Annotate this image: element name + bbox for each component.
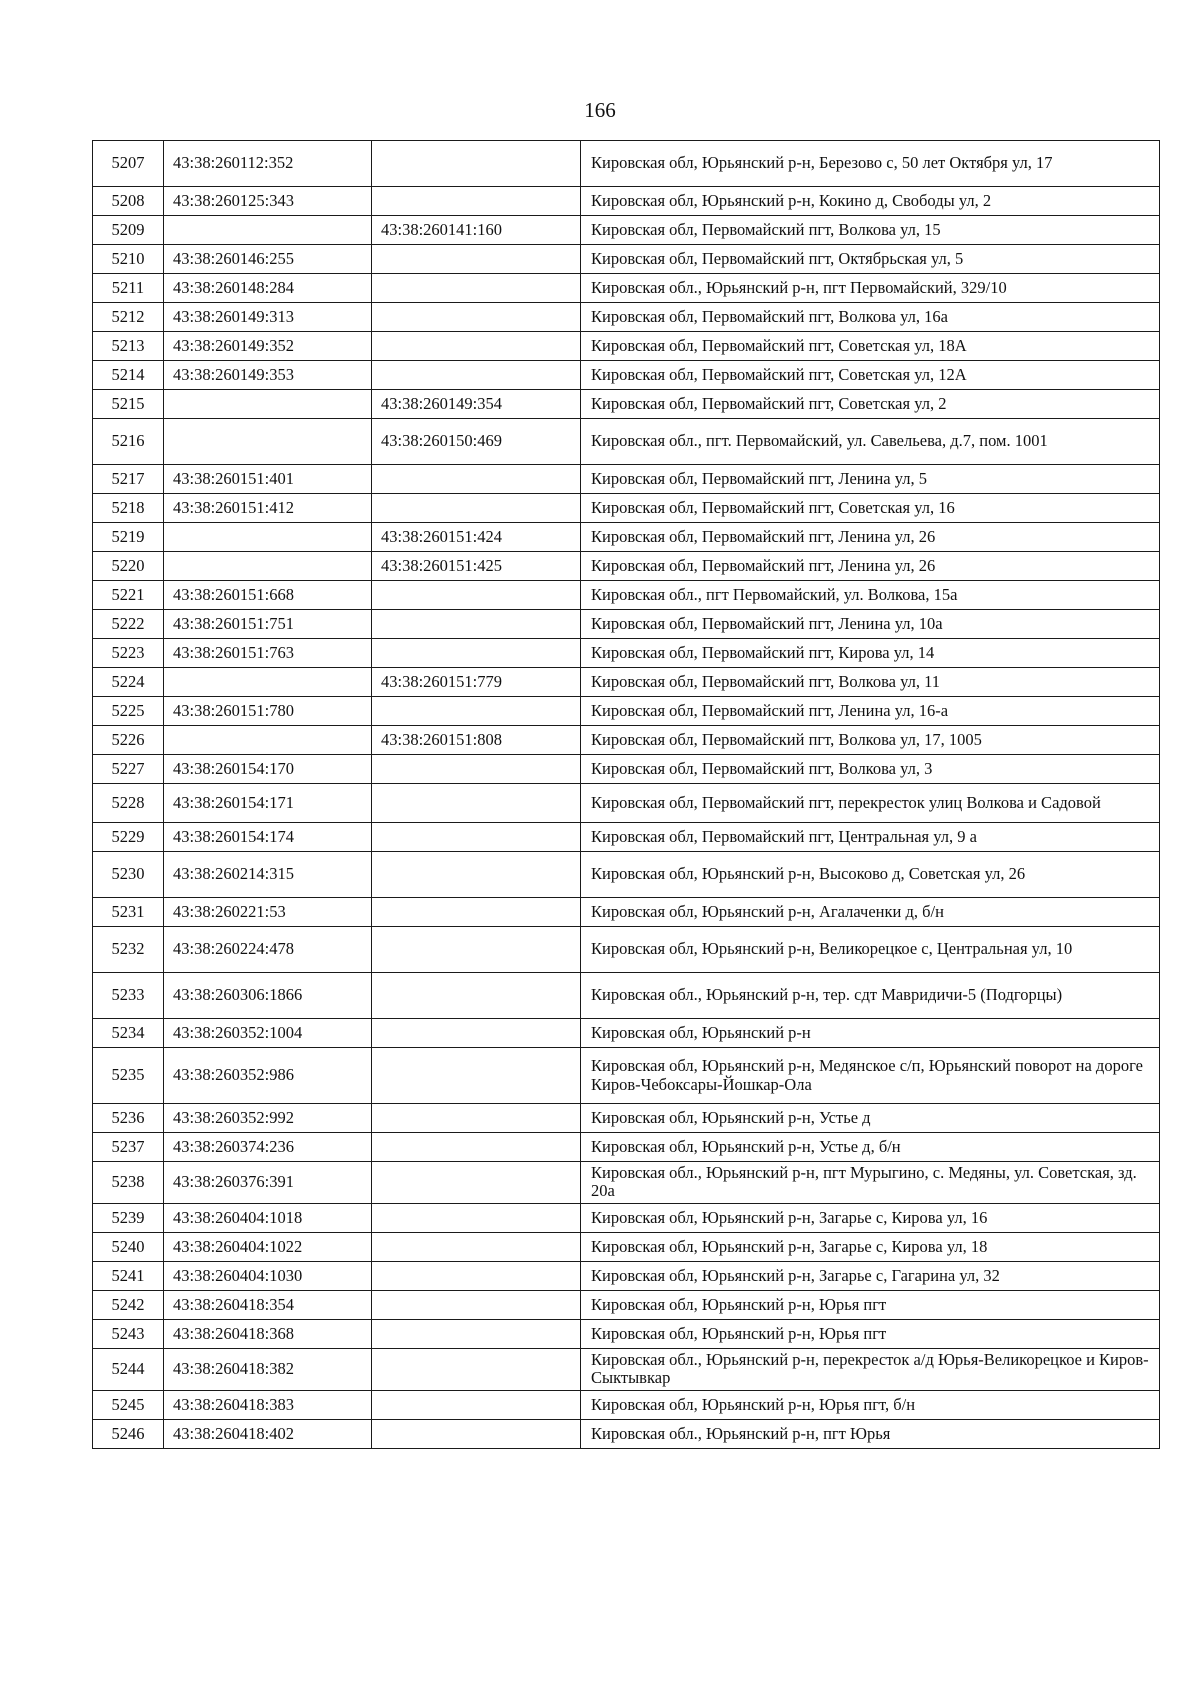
cadastral-number-cell: 43:38:260154:170 [164, 755, 372, 784]
cadastral-number-cell [164, 726, 372, 755]
alt-cadastral-number-cell [372, 1419, 581, 1448]
row-number-cell: 5221 [93, 581, 164, 610]
table-row [93, 1419, 1160, 1448]
cadastral-number-cell: 43:38:260151:780 [164, 697, 372, 726]
alt-cadastral-number-cell [372, 1104, 581, 1133]
alt-cadastral-number-cell [372, 303, 581, 332]
address-cell: Кировская обл, Первомайский пгт, Волкова ул, 17, 1005 [581, 726, 1160, 755]
address-cell: Кировская обл, Первомайский пгт, Ленина ул, 16-а [581, 697, 1160, 726]
address-cell: Кировская обл, Юрьянский р-н [581, 1019, 1160, 1048]
row-number-cell: 5236 [93, 1104, 164, 1133]
address-cell: Кировская обл, Первомайский пгт, Советская ул, 16 [581, 494, 1160, 523]
alt-cadastral-number-cell: 43:38:260141:160 [372, 216, 581, 245]
alt-cadastral-number-cell: 43:38:260151:808 [372, 726, 581, 755]
address-cell: Кировская обл, Юрьянский р-н, Медянское с/п, Юрьянский поворот на дороге Киров-Чебоксары-Йошкар-Ола [581, 1048, 1160, 1104]
row-number-cell: 5244 [93, 1348, 164, 1390]
cadastral-number-cell: 43:38:260376:391 [164, 1162, 372, 1204]
alt-cadastral-number-cell [372, 332, 581, 361]
row-number-cell: 5241 [93, 1261, 164, 1290]
address-cell: Кировская обл, Первомайский пгт, Волкова ул, 3 [581, 755, 1160, 784]
row-number-cell: 5242 [93, 1290, 164, 1319]
table-row [93, 755, 1160, 784]
cadastral-number-cell: 43:38:260306:1866 [164, 973, 372, 1019]
alt-cadastral-number-cell [372, 1203, 581, 1232]
table-row [93, 1390, 1160, 1419]
address-cell: Кировская обл, Юрьянский р-н, Великорецкое с, Центральная ул, 10 [581, 927, 1160, 973]
row-number-cell: 5213 [93, 332, 164, 361]
table-row [93, 1104, 1160, 1133]
alt-cadastral-number-cell: 43:38:260150:469 [372, 419, 581, 465]
row-number-cell: 5239 [93, 1203, 164, 1232]
table-row [93, 187, 1160, 216]
address-cell: Кировская обл, Юрьянский р-н, Устье д, б/н [581, 1133, 1160, 1162]
row-number-cell: 5209 [93, 216, 164, 245]
address-cell: Кировская обл, Первомайский пгт, Волкова ул, 11 [581, 668, 1160, 697]
alt-cadastral-number-cell: 43:38:260149:354 [372, 390, 581, 419]
alt-cadastral-number-cell [372, 1048, 581, 1104]
cadastral-number-cell [164, 390, 372, 419]
row-number-cell: 5243 [93, 1319, 164, 1348]
table-row [93, 784, 1160, 823]
alt-cadastral-number-cell [372, 1019, 581, 1048]
table-row [93, 465, 1160, 494]
address-cell: Кировская обл, Первомайский пгт, Октябрьская ул, 5 [581, 245, 1160, 274]
alt-cadastral-number-cell: 43:38:260151:424 [372, 523, 581, 552]
row-number-cell: 5208 [93, 187, 164, 216]
alt-cadastral-number-cell [372, 639, 581, 668]
row-number-cell: 5230 [93, 852, 164, 898]
alt-cadastral-number-cell [372, 581, 581, 610]
cadastral-number-cell: 43:38:260151:763 [164, 639, 372, 668]
cadastral-number-cell: 43:38:260148:284 [164, 274, 372, 303]
address-cell: Кировская обл, Первомайский пгт, перекресток улиц Волкова и Садовой [581, 784, 1160, 823]
address-cell: Кировская обл, Юрьянский р-н, Устье д [581, 1104, 1160, 1133]
address-cell: Кировская обл., Юрьянский р-н, тер. сдт Мавридичи-5 (Подгорцы) [581, 973, 1160, 1019]
alt-cadastral-number-cell [372, 494, 581, 523]
alt-cadastral-number-cell [372, 1319, 581, 1348]
table-row [93, 1232, 1160, 1261]
address-cell: Кировская обл., Юрьянский р-н, пгт Первомайский, 329/10 [581, 274, 1160, 303]
cadastral-number-cell [164, 523, 372, 552]
table-row [93, 852, 1160, 898]
cadastral-number-cell [164, 419, 372, 465]
cadastral-number-cell: 43:38:260151:412 [164, 494, 372, 523]
cadastral-number-cell [164, 668, 372, 697]
cadastral-number-cell: 43:38:260125:343 [164, 187, 372, 216]
alt-cadastral-number-cell [372, 1348, 581, 1390]
table-row [93, 390, 1160, 419]
row-number-cell: 5229 [93, 823, 164, 852]
address-cell: Кировская обл., Юрьянский р-н, пгт Юрья [581, 1419, 1160, 1448]
cadastral-number-cell: 43:38:260418:383 [164, 1390, 372, 1419]
cadastral-number-cell: 43:38:260418:368 [164, 1319, 372, 1348]
row-number-cell: 5216 [93, 419, 164, 465]
cadastral-number-cell: 43:38:260154:174 [164, 823, 372, 852]
row-number-cell: 5233 [93, 973, 164, 1019]
table-row [93, 1048, 1160, 1104]
cadastral-number-cell: 43:38:260151:401 [164, 465, 372, 494]
address-cell: Кировская обл, Юрьянский р-н, Агалаченки д, б/н [581, 898, 1160, 927]
address-cell: Кировская обл., Юрьянский р-н, пгт Мурыгино, с. Медяны, ул. Советская, зд. 20а [581, 1162, 1160, 1204]
row-number-cell: 5232 [93, 927, 164, 973]
row-number-cell: 5246 [93, 1419, 164, 1448]
alt-cadastral-number-cell: 43:38:260151:779 [372, 668, 581, 697]
row-number-cell: 5224 [93, 668, 164, 697]
alt-cadastral-number-cell [372, 973, 581, 1019]
address-cell: Кировская обл, Первомайский пгт, Ленина ул, 5 [581, 465, 1160, 494]
address-cell: Кировская обл, Первомайский пгт, Волкова ул, 16а [581, 303, 1160, 332]
address-cell: Кировская обл, Первомайский пгт, Ленина ул, 26 [581, 523, 1160, 552]
row-number-cell: 5228 [93, 784, 164, 823]
cadastral-number-cell: 43:38:260404:1022 [164, 1232, 372, 1261]
table-row [93, 927, 1160, 973]
address-cell: Кировская обл, Юрьянский р-н, Юрья пгт, б/н [581, 1390, 1160, 1419]
alt-cadastral-number-cell [372, 1162, 581, 1204]
registry-table-body [93, 141, 1160, 1449]
table-row [93, 361, 1160, 390]
row-number-cell: 5231 [93, 898, 164, 927]
alt-cadastral-number-cell [372, 245, 581, 274]
registry-table [92, 140, 1160, 1449]
cadastral-number-cell: 43:38:260374:236 [164, 1133, 372, 1162]
row-number-cell: 5237 [93, 1133, 164, 1162]
table-row [93, 610, 1160, 639]
alt-cadastral-number-cell [372, 187, 581, 216]
cadastral-number-cell: 43:38:260404:1018 [164, 1203, 372, 1232]
row-number-cell: 5217 [93, 465, 164, 494]
table-row [93, 668, 1160, 697]
address-cell: Кировская обл, Юрьянский р-н, Загарье с, Гагарина ул, 32 [581, 1261, 1160, 1290]
table-row [93, 697, 1160, 726]
table-row [93, 419, 1160, 465]
address-cell: Кировская обл, Юрьянский р-н, Загарье с, Кирова ул, 16 [581, 1203, 1160, 1232]
row-number-cell: 5226 [93, 726, 164, 755]
alt-cadastral-number-cell [372, 1133, 581, 1162]
address-cell: Кировская обл., пгт Первомайский, ул. Волкова, 15а [581, 581, 1160, 610]
table-row [93, 1261, 1160, 1290]
address-cell: Кировская обл, Первомайский пгт, Ленина ул, 26 [581, 552, 1160, 581]
address-cell: Кировская обл, Юрьянский р-н, Кокино д, Свободы ул, 2 [581, 187, 1160, 216]
cadastral-number-cell: 43:38:260352:992 [164, 1104, 372, 1133]
alt-cadastral-number-cell [372, 361, 581, 390]
table-row [93, 581, 1160, 610]
row-number-cell: 5222 [93, 610, 164, 639]
cadastral-number-cell: 43:38:260149:352 [164, 332, 372, 361]
cadastral-number-cell: 43:38:260112:352 [164, 141, 372, 187]
cadastral-number-cell: 43:38:260154:171 [164, 784, 372, 823]
table-row [93, 973, 1160, 1019]
row-number-cell: 5210 [93, 245, 164, 274]
alt-cadastral-number-cell [372, 610, 581, 639]
row-number-cell: 5227 [93, 755, 164, 784]
page-number: 166 [584, 98, 616, 122]
alt-cadastral-number-cell [372, 823, 581, 852]
table-row [93, 726, 1160, 755]
row-number-cell: 5235 [93, 1048, 164, 1104]
table-row [93, 1348, 1160, 1390]
table-row [93, 1290, 1160, 1319]
table-row [93, 216, 1160, 245]
address-cell: Кировская обл, Первомайский пгт, Советская ул, 2 [581, 390, 1160, 419]
cadastral-number-cell [164, 552, 372, 581]
row-number-cell: 5220 [93, 552, 164, 581]
cadastral-number-cell: 43:38:260149:313 [164, 303, 372, 332]
row-number-cell: 5225 [93, 697, 164, 726]
row-number-cell: 5211 [93, 274, 164, 303]
table-row [93, 1133, 1160, 1162]
row-number-cell: 5245 [93, 1390, 164, 1419]
address-cell: Кировская обл, Первомайский пгт, Ленина ул, 10а [581, 610, 1160, 639]
address-cell: Кировская обл., Юрьянский р-н, перекресток а/д Юрья-Великорецкое и Киров-Сыктывкар [581, 1348, 1160, 1390]
address-cell: Кировская обл, Первомайский пгт, Центральная ул, 9 а [581, 823, 1160, 852]
cadastral-number-cell: 43:38:260352:986 [164, 1048, 372, 1104]
table-row [93, 639, 1160, 668]
address-cell: Кировская обл, Первомайский пгт, Волкова ул, 15 [581, 216, 1160, 245]
row-number-cell: 5218 [93, 494, 164, 523]
cadastral-number-cell: 43:38:260146:255 [164, 245, 372, 274]
table-row [93, 1019, 1160, 1048]
table-row [93, 1319, 1160, 1348]
row-number-cell: 5207 [93, 141, 164, 187]
cadastral-number-cell: 43:38:260404:1030 [164, 1261, 372, 1290]
row-number-cell: 5215 [93, 390, 164, 419]
cadastral-number-cell: 43:38:260151:668 [164, 581, 372, 610]
address-cell: Кировская обл, Юрьянский р-н, Юрья пгт [581, 1290, 1160, 1319]
table-row [93, 141, 1160, 187]
table-row [93, 332, 1160, 361]
alt-cadastral-number-cell: 43:38:260151:425 [372, 552, 581, 581]
table-row [93, 1203, 1160, 1232]
row-number-cell: 5219 [93, 523, 164, 552]
row-number-cell: 5214 [93, 361, 164, 390]
table-row [93, 1162, 1160, 1204]
row-number-cell: 5238 [93, 1162, 164, 1204]
row-number-cell: 5212 [93, 303, 164, 332]
address-cell: Кировская обл, Юрьянский р-н, Березово с, 50 лет Октября ул, 17 [581, 141, 1160, 187]
address-cell: Кировская обл, Первомайский пгт, Кирова ул, 14 [581, 639, 1160, 668]
cadastral-number-cell: 43:38:260151:751 [164, 610, 372, 639]
cadastral-number-cell: 43:38:260221:53 [164, 898, 372, 927]
table-row [93, 494, 1160, 523]
alt-cadastral-number-cell [372, 465, 581, 494]
cadastral-number-cell: 43:38:260418:382 [164, 1348, 372, 1390]
table-row [93, 303, 1160, 332]
alt-cadastral-number-cell [372, 141, 581, 187]
table-row [93, 523, 1160, 552]
alt-cadastral-number-cell [372, 852, 581, 898]
alt-cadastral-number-cell [372, 1390, 581, 1419]
row-number-cell: 5240 [93, 1232, 164, 1261]
cadastral-number-cell: 43:38:260214:315 [164, 852, 372, 898]
cadastral-number-cell: 43:38:260224:478 [164, 927, 372, 973]
cadastral-number-cell [164, 216, 372, 245]
table-row [93, 823, 1160, 852]
cadastral-number-cell: 43:38:260418:402 [164, 1419, 372, 1448]
alt-cadastral-number-cell [372, 1290, 581, 1319]
table-row [93, 274, 1160, 303]
cadastral-number-cell: 43:38:260418:354 [164, 1290, 372, 1319]
alt-cadastral-number-cell [372, 927, 581, 973]
alt-cadastral-number-cell [372, 898, 581, 927]
address-cell: Кировская обл., пгт. Первомайский, ул. Савельева, д.7, пом. 1001 [581, 419, 1160, 465]
row-number-cell: 5234 [93, 1019, 164, 1048]
address-cell: Кировская обл, Юрьянский р-н, Высоково д, Советская ул, 26 [581, 852, 1160, 898]
alt-cadastral-number-cell [372, 274, 581, 303]
address-cell: Кировская обл, Первомайский пгт, Советская ул, 18А [581, 332, 1160, 361]
cadastral-number-cell: 43:38:260149:353 [164, 361, 372, 390]
address-cell: Кировская обл, Первомайский пгт, Советская ул, 12А [581, 361, 1160, 390]
alt-cadastral-number-cell [372, 697, 581, 726]
row-number-cell: 5223 [93, 639, 164, 668]
table-row [93, 245, 1160, 274]
address-cell: Кировская обл, Юрьянский р-н, Юрья пгт [581, 1319, 1160, 1348]
address-cell: Кировская обл, Юрьянский р-н, Загарье с, Кирова ул, 18 [581, 1232, 1160, 1261]
alt-cadastral-number-cell [372, 755, 581, 784]
cadastral-number-cell: 43:38:260352:1004 [164, 1019, 372, 1048]
alt-cadastral-number-cell [372, 1232, 581, 1261]
alt-cadastral-number-cell [372, 784, 581, 823]
table-row [93, 552, 1160, 581]
table-row [93, 898, 1160, 927]
alt-cadastral-number-cell [372, 1261, 581, 1290]
